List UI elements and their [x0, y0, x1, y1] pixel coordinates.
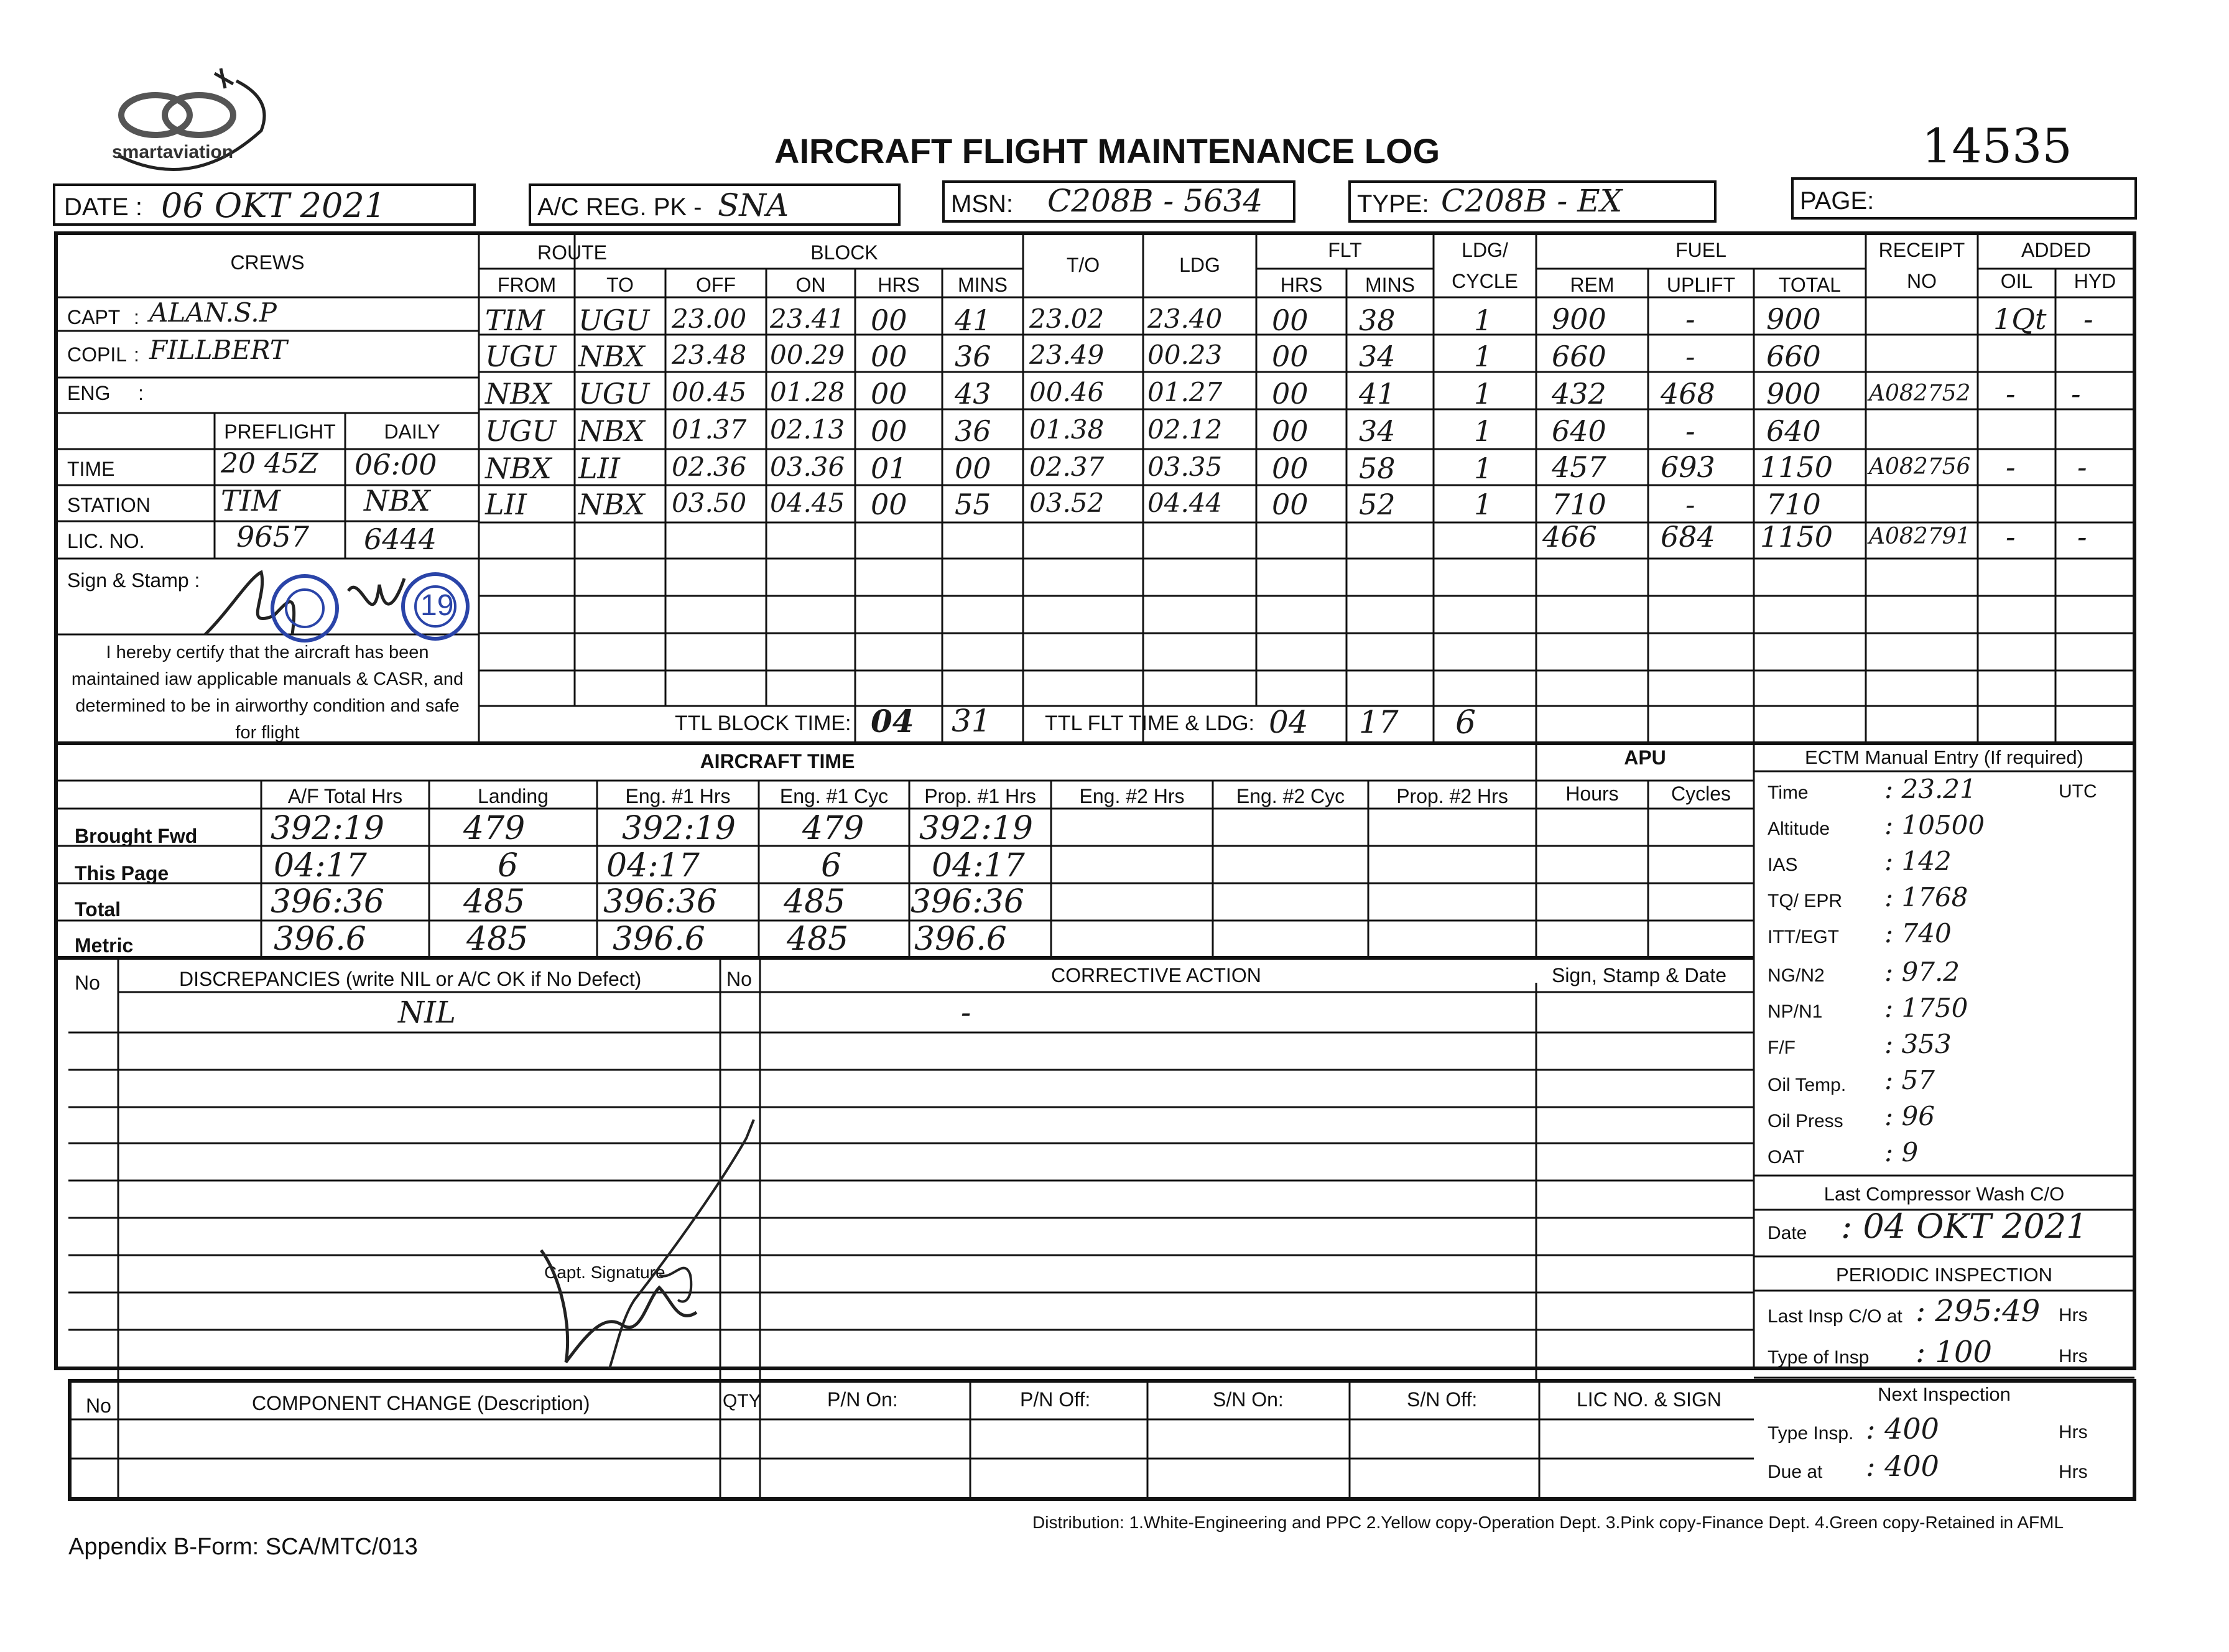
col-eng1-cyc: Eng. #1 Cyc: [779, 785, 889, 807]
comp-pn-off: P/N Off:: [1020, 1388, 1091, 1411]
ectm-oil-temp-value[interactable]: : 57: [1884, 1065, 1935, 1095]
row-off: 02.36: [672, 452, 747, 482]
fuel-total: 640: [1766, 414, 1821, 448]
form-title: AIRCRAFT FLIGHT MAINTENANCE LOG: [774, 131, 1440, 170]
row-from: NBX: [485, 452, 552, 485]
certify-line-1: I hereby certify that the aircraft has been: [106, 643, 429, 662]
comp-pn-on: P/N On:: [827, 1388, 898, 1411]
ectm-title: ECTM Manual Entry (If required): [1805, 746, 2083, 768]
ldg-cycle-header-1: LDG/: [1462, 239, 1508, 261]
metric-label: Metric: [75, 934, 134, 957]
lic-preflight[interactable]: 9657: [236, 520, 310, 554]
ectm-altitude-label: Altitude: [1768, 819, 1830, 839]
row-flt-mins: 52: [1359, 488, 1396, 521]
fuel-total: 660: [1766, 340, 1821, 373]
certify-line-3: determined to be in airworthy condition and safe: [75, 696, 460, 716]
row-hrs: 00: [871, 414, 907, 448]
stamp-number: 19: [420, 589, 454, 622]
col-eng1-hrs: Eng. #1 Hrs: [625, 785, 731, 807]
comp-sn-on: S/N On:: [1213, 1388, 1284, 1411]
fuel-hyd: -: [2083, 302, 2093, 336]
fuel-uplift: -: [1685, 488, 1695, 521]
row-to: NBX: [578, 414, 645, 448]
fuel-receipt: A082752: [1869, 381, 1971, 406]
ectm-itt-label: ITT/EGT: [1768, 927, 1839, 947]
fuel-rem: 640: [1552, 414, 1606, 448]
time-preflight[interactable]: 20 45Z: [221, 448, 318, 480]
row-to: NBX: [578, 488, 645, 521]
row-flt-hrs: 00: [1272, 414, 1309, 448]
fuel-receipt: A082756: [1869, 454, 1971, 480]
row-from: TIM: [485, 304, 545, 337]
fuel-oil: -: [2006, 520, 2016, 554]
copil-value[interactable]: FILLBERT: [149, 335, 287, 365]
row-to: UGU: [578, 304, 650, 337]
row-to: NBX: [578, 340, 645, 373]
tot-eng1-cyc[interactable]: 485: [784, 883, 846, 921]
fuel-hyd: -: [2077, 520, 2087, 554]
hyd-header: HYD: [2074, 270, 2116, 292]
preflight-label: PREFLIGHT: [224, 420, 336, 443]
capt-signature-label: Capt. Signature: [544, 1263, 665, 1282]
fuel-header: FUEL: [1675, 239, 1726, 261]
ttl-block-hrs[interactable]: 04: [871, 703, 914, 740]
ectm-ias-value[interactable]: : 142: [1884, 846, 1952, 876]
col-prop1-hrs: Prop. #1 Hrs: [924, 785, 1036, 807]
row-flt-mins: 34: [1359, 340, 1396, 373]
row-on: 02.13: [770, 414, 845, 445]
added-header: ADDED: [2021, 239, 2091, 261]
row-ldg: 23.40: [1147, 304, 1223, 334]
row-flt-mins: 41: [1359, 377, 1396, 411]
from-header: FROM: [497, 274, 557, 296]
fuel-total: 1150: [1760, 450, 1833, 484]
row-off: 23.48: [672, 340, 747, 370]
date-value: 06 OKT 2021: [161, 186, 386, 225]
certify-text: [57, 639, 478, 746]
disc-title: DISCREPANCIES (write NIL or A/C OK if No Defect): [179, 968, 642, 990]
tp-prop1-hrs[interactable]: 04:17: [932, 847, 1025, 884]
receipt-header-1: RECEIPT: [1878, 239, 1965, 261]
fuel-rem: 660: [1552, 340, 1606, 373]
type-value: C208B - EX: [1441, 183, 1623, 219]
col-eng2-cyc: Eng. #2 Cyc: [1236, 785, 1345, 807]
form-number: 14535: [1922, 118, 2072, 174]
fuel-rem: 900: [1552, 302, 1606, 336]
on-header: ON: [795, 274, 826, 296]
row-to: LII: [578, 452, 620, 485]
compressor-date-value[interactable]: : 04 OKT 2021: [1841, 1207, 2088, 1246]
comp-sn-off: S/N Off:: [1407, 1388, 1478, 1411]
row-hrs: 01: [871, 452, 907, 485]
fuel-total: 1150: [1760, 520, 1833, 554]
tp-landing[interactable]: 6: [498, 847, 519, 884]
row-mins: 43: [955, 377, 991, 411]
next-type-label: Type Insp.: [1768, 1423, 1854, 1444]
msn-label: MSN:: [951, 190, 1013, 218]
row-off: 03.50: [672, 488, 747, 518]
off-header: OFF: [696, 274, 736, 296]
col-af-total: A/F Total Hrs: [287, 785, 403, 807]
corrective-value[interactable]: -: [961, 995, 971, 1030]
fuel-hyd: -: [2077, 450, 2087, 484]
to-header: TO: [606, 274, 634, 296]
copil-colon: :: [134, 343, 139, 366]
ldg-cycle-header-2: CYCLE: [1452, 270, 1518, 292]
total-label: Total: [75, 898, 121, 921]
total-header: TOTAL: [1778, 274, 1842, 296]
time-daily[interactable]: 06:00: [355, 448, 437, 481]
row-cycle: 1: [1474, 414, 1493, 448]
ectm-ng-label: NG/N2: [1768, 965, 1825, 986]
certify-line-4: for flight: [235, 723, 300, 743]
bf-prop1-hrs[interactable]: 392:19: [919, 810, 1033, 847]
met-landing[interactable]: 485: [466, 921, 529, 958]
comp-qty: QTY: [723, 1391, 761, 1411]
ectm-np-value[interactable]: : 1750: [1884, 993, 1968, 1023]
appendix-label: Appendix B-Form: SCA/MTC/013: [68, 1534, 418, 1560]
periodic-title: PERIODIC INSPECTION: [1836, 1264, 2052, 1286]
ectm-tq-value[interactable]: : 1768: [1884, 882, 1968, 912]
row-from: UGU: [485, 340, 557, 373]
reg-label: A/C REG. PK -: [537, 193, 702, 221]
page-label: PAGE:: [1800, 187, 1874, 215]
last-insp-value[interactable]: : 295:49: [1916, 1294, 2041, 1329]
due-value[interactable]: : 400: [1866, 1449, 1939, 1483]
next-insp-title: Next Inspection: [1878, 1383, 2011, 1405]
lic-label: LIC. NO.: [67, 530, 145, 552]
row-to-time: 23.02: [1029, 304, 1105, 334]
station-preflight[interactable]: TIM: [221, 484, 280, 517]
bf-eng1-hrs[interactable]: 392:19: [622, 810, 736, 847]
crews-title: CREWS: [230, 251, 305, 274]
comp-title: COMPONENT CHANGE (Description): [252, 1392, 590, 1414]
lic-daily[interactable]: 6444: [364, 522, 437, 556]
type-insp-hrs: Hrs: [2059, 1346, 2088, 1367]
row-to-time: 23.49: [1029, 340, 1105, 370]
row-flt-hrs: 00: [1272, 488, 1309, 521]
this-page-label: This Page: [75, 862, 169, 884]
row-cycle: 1: [1474, 340, 1493, 373]
fuel-uplift: -: [1685, 414, 1695, 448]
row-mins: 36: [955, 414, 991, 448]
aircraft-time-title: AIRCRAFT TIME: [700, 750, 855, 773]
row-ldg: 03.35: [1147, 452, 1223, 482]
flt-hrs-header: HRS: [1280, 274, 1323, 296]
row-hrs: 00: [871, 377, 907, 411]
row-flt-hrs: 00: [1272, 304, 1309, 337]
ectm-time-unit: UTC: [2059, 781, 2097, 802]
apu-title: APU: [1624, 746, 1666, 769]
row-off: 23.00: [672, 304, 747, 334]
copil-label: COPIL: [67, 343, 127, 366]
uplift-header: UPLIFT: [1666, 274, 1736, 296]
fuel-rem: 466: [1542, 520, 1597, 554]
row-cycle: 1: [1474, 488, 1493, 521]
fuel-uplift: 684: [1661, 520, 1715, 554]
ectm-tq-label: TQ/ EPR: [1768, 891, 1843, 911]
apu-hours: Hours: [1565, 782, 1619, 805]
row-flt-mins: 34: [1359, 414, 1396, 448]
due-label: Due at: [1768, 1462, 1823, 1482]
ectm-ff-value[interactable]: : 353: [1884, 1029, 1952, 1059]
row-on: 03.36: [770, 452, 845, 482]
row-cycle: 1: [1474, 377, 1493, 411]
station-daily[interactable]: NBX: [364, 484, 430, 517]
eng-colon: :: [138, 382, 144, 404]
capt-label: CAPT: [67, 306, 121, 328]
tot-af[interactable]: 396:36: [271, 883, 384, 921]
ttl-flt-mins[interactable]: 17: [1359, 704, 1399, 740]
ectm-time-label: Time: [1768, 782, 1809, 803]
corrective-no-label: No: [726, 968, 752, 990]
reg-value: SNA: [718, 187, 789, 223]
date-label: DATE :: [64, 193, 142, 221]
row-to-time: 02.37: [1029, 452, 1105, 482]
compressor-date-label: Date: [1768, 1223, 1807, 1243]
comp-no-label: No: [86, 1394, 111, 1417]
to-time-header: T/O: [1066, 254, 1100, 276]
ectm-oil-press-value[interactable]: : 96: [1884, 1101, 1935, 1131]
apu-cycles: Cycles: [1671, 782, 1731, 805]
row-flt-mins: 58: [1359, 452, 1396, 485]
distribution-label: Distribution: 1.White-Engineering and PPC 2.Yellow copy-Operation Dept. 3.Pink copy-Finance Dept. 4.Green copy-Retained in AFML: [1032, 1513, 2064, 1532]
row-hrs: 00: [871, 304, 907, 337]
eng-label: ENG: [67, 382, 111, 404]
ectm-oat-label: OAT: [1768, 1147, 1805, 1167]
fuel-total: 900: [1766, 302, 1821, 336]
tot-landing[interactable]: 485: [463, 883, 526, 921]
next-type-hrs: Hrs: [2059, 1422, 2088, 1442]
met-prop1-hrs[interactable]: 396.6: [914, 921, 1007, 958]
col-landing: Landing: [478, 785, 549, 807]
tp-af[interactable]: 04:17: [274, 847, 367, 884]
fuel-rem: 710: [1552, 488, 1606, 521]
corrective-title: CORRECTIVE ACTION: [1051, 964, 1261, 986]
row-from: UGU: [485, 414, 557, 448]
row-from: LII: [485, 488, 527, 521]
tot-eng1-hrs[interactable]: 396:36: [603, 883, 717, 921]
row-from: NBX: [485, 377, 552, 411]
captain-signature-icon: [535, 1113, 759, 1387]
row-on: 01.28: [770, 377, 845, 407]
block-header: BLOCK: [810, 241, 878, 264]
compressor-title: Last Compressor Wash C/O: [1824, 1183, 2065, 1205]
hrs-header: HRS: [878, 274, 920, 296]
row-to-time: 03.52: [1029, 488, 1105, 518]
row-to-time: 00.46: [1029, 377, 1105, 407]
col-prop2-hrs: Prop. #2 Hrs: [1396, 785, 1508, 807]
fuel-hyd: -: [2071, 377, 2081, 411]
row-cycle: 1: [1474, 304, 1493, 337]
type-insp-value[interactable]: : 100: [1916, 1335, 1993, 1370]
ttl-ldg[interactable]: 6: [1455, 704, 1476, 741]
row-on: 23.41: [770, 304, 845, 334]
due-hrs: Hrs: [2059, 1462, 2088, 1482]
fuel-oil: 1Qt: [1993, 302, 2047, 336]
row-flt-hrs: 00: [1272, 452, 1309, 485]
last-insp-label: Last Insp C/O at: [1768, 1306, 1902, 1327]
station-label: STATION: [67, 494, 151, 516]
flt-mins-header: MINS: [1365, 274, 1415, 296]
row-ldg: 01.27: [1147, 377, 1223, 407]
fuel-total: 900: [1766, 377, 1821, 411]
tot-prop1-hrs[interactable]: 396:36: [911, 883, 1024, 921]
row-mins: 41: [955, 304, 991, 337]
ttl-flt-label: TTL FLT TIME & LDG:: [1045, 712, 1254, 735]
ectm-altitude-value[interactable]: : 10500: [1884, 810, 1985, 840]
row-flt-hrs: 00: [1272, 340, 1309, 373]
met-eng1-cyc[interactable]: 485: [787, 921, 849, 958]
row-ldg: 00.23: [1147, 340, 1223, 370]
ectm-oil-temp-label: Oil Temp.: [1768, 1075, 1847, 1095]
rem-header: REM: [1570, 274, 1615, 296]
daily-label: DAILY: [384, 420, 440, 443]
row-off: 01.37: [672, 414, 747, 445]
ttl-flt-hrs[interactable]: 04: [1269, 704, 1309, 740]
row-hrs: 00: [871, 488, 907, 521]
receipt-header-2: NO: [1907, 270, 1937, 292]
row-hrs: 00: [871, 340, 907, 373]
sign-stamp-date-title: Sign, Stamp & Date: [1552, 964, 1727, 986]
capt-colon: :: [134, 306, 139, 328]
fuel-oil: -: [2006, 450, 2016, 484]
row-mins: 00: [955, 452, 991, 485]
row-cycle: 1: [1474, 452, 1493, 485]
bf-af[interactable]: 392:19: [271, 810, 384, 847]
row-on: 00.29: [770, 340, 845, 370]
row-to: UGU: [578, 377, 650, 411]
met-af[interactable]: 396.6: [274, 921, 366, 958]
fuel-uplift: 693: [1661, 450, 1715, 484]
fuel-uplift: 468: [1661, 377, 1715, 411]
next-type-value[interactable]: : 400: [1866, 1412, 1939, 1446]
fuel-total: 710: [1766, 488, 1821, 521]
ldg-header: LDG: [1179, 254, 1220, 276]
capt-value[interactable]: ALAN.S.P: [149, 297, 277, 328]
row-mins: 55: [955, 488, 991, 521]
brand-name: smartaviation: [112, 142, 234, 162]
ectm-np-label: NP/N1: [1768, 1001, 1823, 1022]
row-ldg: 04.44: [1147, 488, 1223, 518]
disc-value[interactable]: NIL: [398, 995, 456, 1030]
ectm-ng-value[interactable]: : 97.2: [1884, 957, 1960, 987]
tp-eng1-cyc[interactable]: 6: [821, 847, 842, 884]
disc-no-label: No: [75, 972, 100, 994]
ectm-time-value[interactable]: : 23.21: [1884, 774, 1976, 804]
col-eng2-hrs: Eng. #2 Hrs: [1079, 785, 1185, 807]
row-to-time: 01.38: [1029, 414, 1105, 445]
brought-fwd-label: Brought Fwd: [75, 825, 198, 847]
ttl-block-label: TTL BLOCK TIME:: [675, 712, 851, 735]
row-off: 00.45: [672, 377, 747, 407]
time-label: TIME: [67, 458, 115, 480]
flt-header: FLT: [1328, 239, 1362, 261]
fuel-uplift: -: [1685, 302, 1695, 336]
bf-eng1-cyc[interactable]: 479: [802, 810, 864, 847]
ttl-block-mins[interactable]: 31: [952, 703, 991, 739]
route-header: ROUTE: [537, 241, 607, 264]
fuel-receipt: A082791: [1869, 524, 1971, 549]
type-insp-label: Type of Insp: [1768, 1347, 1870, 1368]
sign-stamp-label: Sign & Stamp :: [67, 569, 200, 592]
row-ldg: 02.12: [1147, 414, 1223, 445]
mins-header: MINS: [958, 274, 1008, 296]
last-insp-hrs: Hrs: [2059, 1305, 2088, 1325]
comp-lic: LIC NO. & SIGN: [1577, 1388, 1722, 1411]
fuel-rem: 432: [1552, 377, 1606, 411]
row-on: 04.45: [770, 488, 845, 518]
oil-header: OIL: [2000, 270, 2033, 292]
fuel-rem: 457: [1552, 450, 1606, 484]
tp-eng1-hrs[interactable]: 04:17: [606, 847, 700, 884]
ectm-oat-value[interactable]: : 9: [1884, 1137, 1919, 1167]
ectm-ff-label: F/F: [1768, 1037, 1796, 1058]
msn-value: C208B - 5634: [1047, 183, 1263, 219]
ectm-itt-value[interactable]: : 740: [1884, 918, 1952, 949]
met-eng1-hrs[interactable]: 396.6: [613, 921, 705, 958]
row-flt-hrs: 00: [1272, 377, 1309, 411]
type-label: TYPE:: [1357, 190, 1429, 218]
fuel-oil: -: [2006, 377, 2016, 411]
bf-landing[interactable]: 479: [463, 810, 526, 847]
fuel-uplift: -: [1685, 340, 1695, 373]
certify-line-2: maintained iaw applicable manuals & CASR, and: [71, 669, 464, 689]
ectm-ias-label: IAS: [1768, 855, 1798, 875]
row-mins: 36: [955, 340, 991, 373]
row-flt-mins: 38: [1359, 304, 1396, 337]
ectm-oil-press-label: Oil Press: [1768, 1111, 1843, 1131]
